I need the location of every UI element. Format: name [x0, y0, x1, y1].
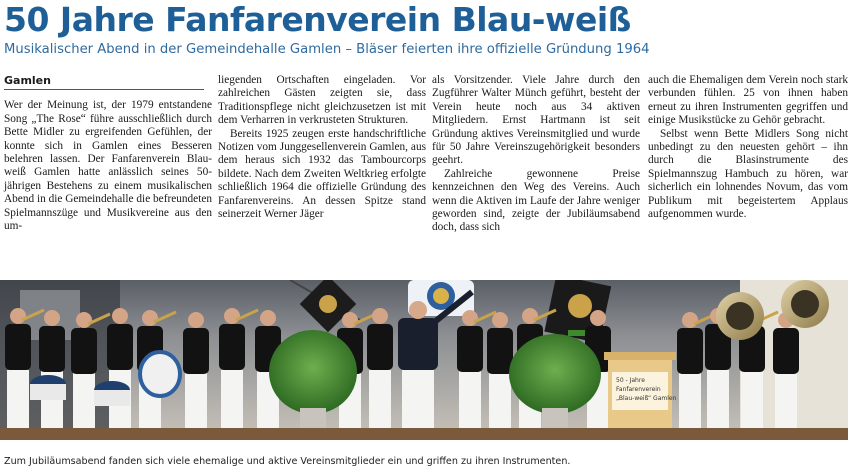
article-headline: 50 Jahre Fanfarenverein Blau-weiß: [4, 0, 631, 39]
article-column-3: [432, 74, 640, 235]
article-subheadline: Musikalischer Abend in der Gemeindehalle Gamlen – Bläser feierten ihre offizielle Gründung 1964: [4, 42, 650, 57]
paragraph: auch die Ehemaligen dem Verein noch stark verbunden fühlen. 25 von ihnen haben erneut zu ihren Instrumenten gegriffen und einige Musikstücke zu Gehör gebracht.: [648, 74, 848, 127]
article-column-4: [648, 74, 848, 221]
paragraph: liegenden Ortschaften eingeladen. Vor zahlreichen Gästen zeigten sie, dass Traditionspflege nicht gleichzusetzen ist mit dem Verharren in verkrusteten Strukturen.: [218, 74, 426, 127]
paragraph: Bereits 1925 zeugen erste handschriftliche Notizen vom Junggesellenverein Gamlen, aus dem heraus sich 1932 das Tambourcorps bildete. Nach dem Zweiten Weltkrieg erfolgte schließlich 1964 die offizielle Gründung des Fanfarenvereins. An dessen Spitze stand seinerzeit Werner Jäger: [218, 127, 426, 221]
lectern-sign: 50 - Jahre Fanfarenverein „Blau-weiß“ Gamlen: [616, 377, 677, 402]
photo-caption: Zum Jubiläumsabend fanden sich viele ehemalige und aktive Vereinsmitglieder ein und griffen zu ihren Instrumenten.: [4, 456, 571, 467]
dateline: Gamlen: [4, 74, 204, 90]
musician-figure: [183, 312, 209, 428]
paragraph: Zahlreiche gewonnene Preise kennzeichnen den Weg des Vereins. Auch wenn die Aktiven im Laufe der Jahre weniger geworden sind, zeigte der Jubiläumsabend doch, dass sich: [432, 167, 640, 234]
paragraph: als Vorsitzender. Viele Jahre durch den Zugführer Walter Münch geführt, besteht der Verein heute noch aus 34 aktiven Mitgliedern. Ernst Hartmann ist seit Gründung aktives Vereinsmitglied und wurde für 50 Jahre Vereinszugehörigkeit besonders geehrt.: [432, 74, 640, 167]
article-column-1: [4, 74, 212, 233]
article-photo: [0, 280, 848, 440]
paragraph: Selbst wenn Bette Midlers Song nicht unbedingt zu den neuesten gehört – ihn durch die Blasinstrumente des Spielmannszug Hambuch zu hören, war sicherlich ein lohnendes Novum, das vom Publikum mit begeistertem Applaus aufgenommen wurde.: [648, 127, 848, 221]
paragraph: Wer der Meinung ist, der 1979 entstandene Song „The Rose“ führe ausschließlich durch Bette Midler zu ergreifenden Gefühlen, der konnte sich in Gamlen eines Besseren belehren lassen. Der Fanfarenverein Blau-weiß Gamlen hatte anlässlich seines 50-jährigen Bestehens zu einem musikalischen Abend in die Gemeindehalle die befreundeten Spielmannszüge und Musikvereine aus den um-: [4, 99, 212, 233]
article-column-2: [218, 74, 426, 221]
photo-illustration: [0, 280, 848, 440]
lectern: [604, 352, 677, 428]
musician-figure: [107, 308, 133, 428]
musician-figure: [39, 310, 65, 428]
musician-figure: [773, 312, 799, 428]
musician-figure: [487, 312, 513, 428]
musician-figure: [367, 308, 393, 428]
